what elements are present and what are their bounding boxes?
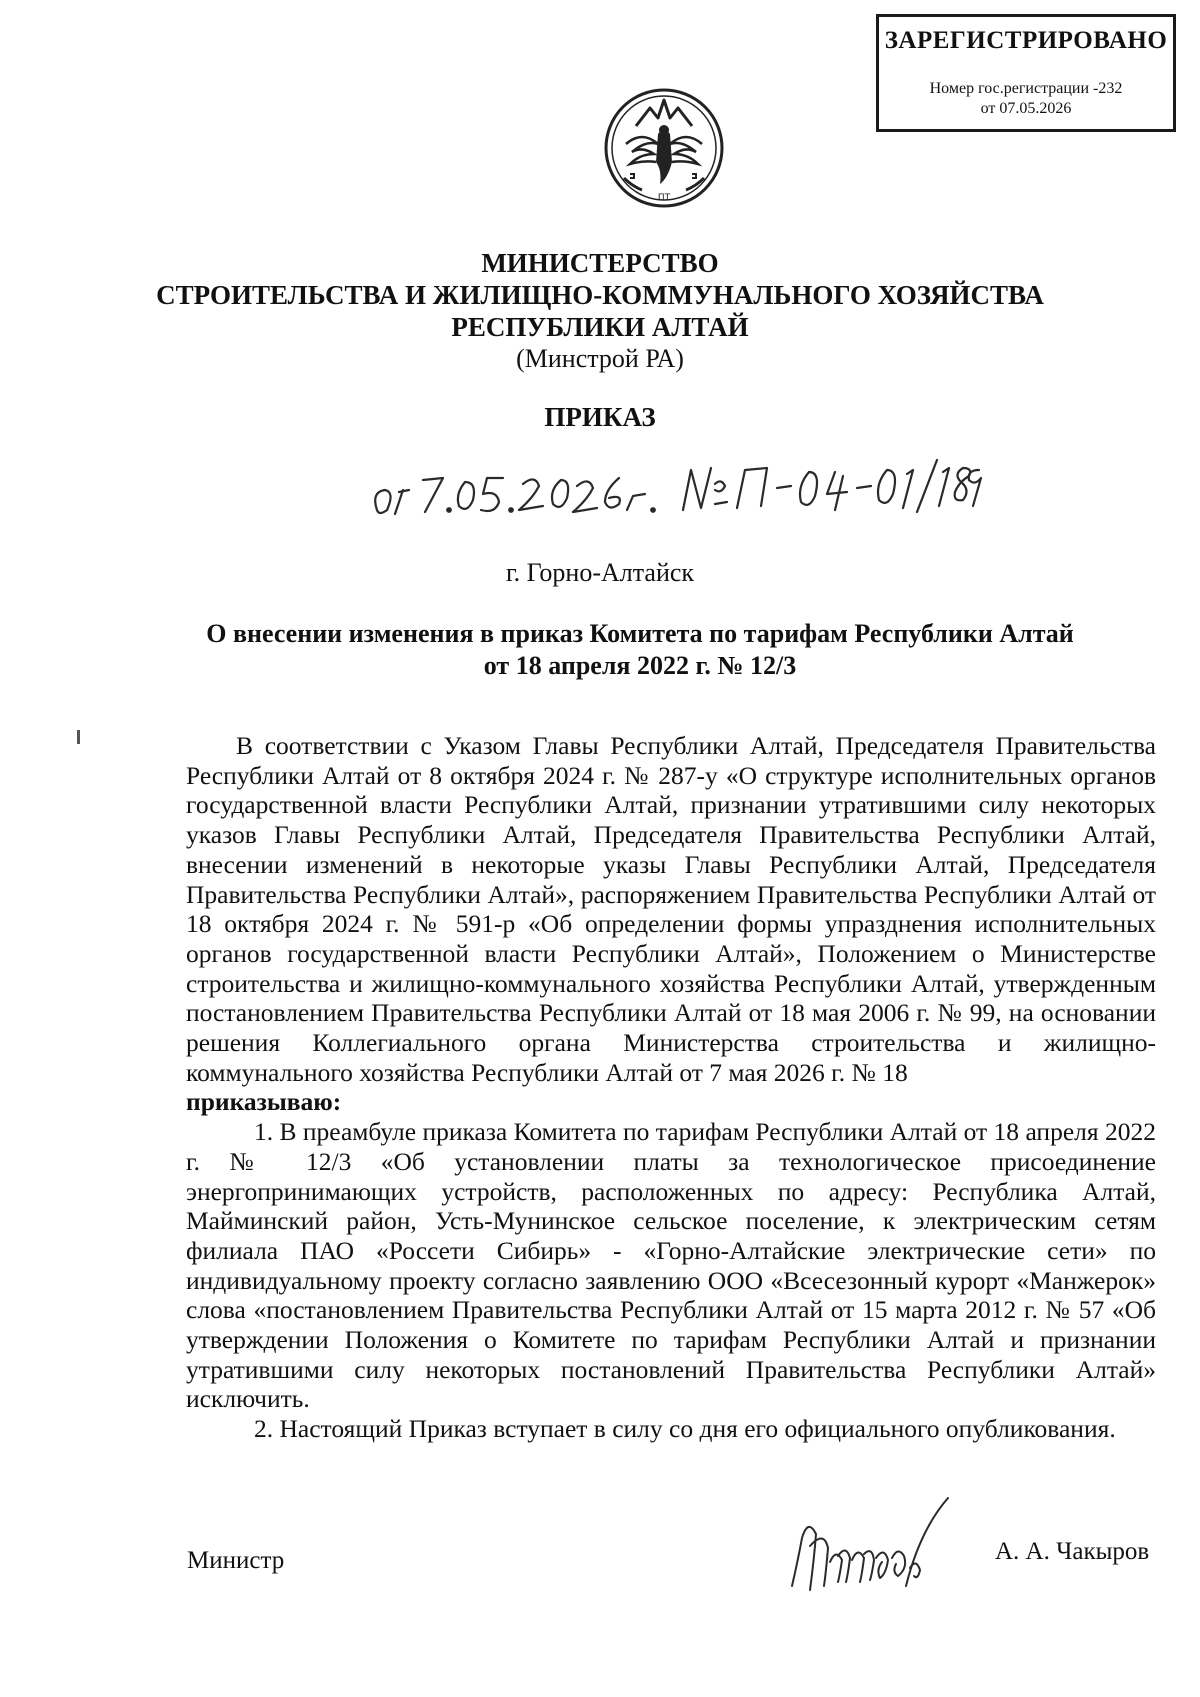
handwritten-order-number	[365, 440, 985, 535]
order-word: приказываю:	[186, 1087, 342, 1117]
order-item-1: 1. В преамбуле приказа Комитета по тарифам Республики Алтай от 18 апреля 2022 г. № 12/3 «Об установлении платы за технологическое присоединение энергопринимающих устройств, расположенных по адресу: Республика Алтай, Майминский район, Усть-Мунинское сельское поселение, к электрическим сетям филиала ПАО «Россети Сибирь» - «Горно-Алтайские электрические сети» по индивидуальному проекту согласно заявлению ООО «Всесезонный курорт «Манжерок» слова «постановлением Правительства Республики Алтай от 15 марта 2012 г. № 57 «Об утверждении Положения о Комитете по тарифам Республики Алтай и признании утратившими силу некоторых постановлений Правительства Республики Алтай» исключить.	[186, 1117, 1156, 1414]
svg-text:ПТ: ПТ	[657, 193, 671, 203]
coat-of-arms-emblem	[602, 86, 726, 210]
ministry-title-line3: РЕСПУБЛИКИ АЛТАЙ	[451, 312, 749, 342]
margin-mark	[77, 730, 80, 744]
ministry-short-name: (Минстрой РА)	[516, 344, 684, 373]
registration-number: Номер гос.регистрации -232	[929, 80, 1123, 97]
subject-line1: О внесении изменения в приказ Комитета по тарифам Республики Алтай	[206, 619, 1074, 648]
preamble-paragraph: В соответствии с Указом Главы Республики Алтай, Председателя Правительства Республики Алтай от 8 октября 2024 г. № 287-у «О структуре исполнительных органов государственной власти Республики Алтай, признании утратившими силу некоторых указов Главы Республики Алтай, Председателя Правительства Республики Алтай, внесении изменений в некоторые указы Главы Республики Алтай, Председателя Правительства Республики Алтай», распоряжением Правительства Республики Алтай от 18 октября 2024 г. № 591-р «Об определении формы упразднения исполнительных органов государственной власти Республики Алтай», Положением о Министерстве строительства и жилищно-коммунального хозяйства Республики Алтай, утвержденным постановлением Правительства Республики Алтай от 18 мая 2006 г. № 99, на основании решения Коллегиального органа Министерства строительства и жилищно-коммунального хозяйства Республики Алтай от 7 мая 2026 г. № 18	[186, 731, 1156, 1087]
registration-stamp	[876, 14, 1176, 132]
document-type-title: ПРИКАЗ	[544, 402, 656, 432]
ministry-title-line1: МИНИСТЕРСТВО	[481, 248, 719, 278]
document-body	[186, 731, 1156, 1444]
registration-stamp-title: ЗАРЕГИСТРИРОВАНО	[884, 27, 1168, 54]
signatory-name: А. А. Чакыров	[995, 1538, 1150, 1565]
city-name: г. Горно-Алтайск	[505, 558, 695, 587]
ministry-title-line2: СТРОИТЕЛЬСТВА И ЖИЛИЩНО-КОММУНАЛЬНОГО ХОЗЯЙСТВА	[156, 280, 1044, 310]
order-item-2: 2. Настоящий Приказ вступает в силу со дня его официального опубликования.	[254, 1414, 1116, 1444]
signatory-position: Министр	[187, 1547, 285, 1574]
registration-date: от 07.05.2026	[980, 100, 1072, 117]
handwritten-signature	[780, 1490, 980, 1620]
subject-line2: от 18 апреля 2022 г. № 12/3	[483, 651, 797, 680]
